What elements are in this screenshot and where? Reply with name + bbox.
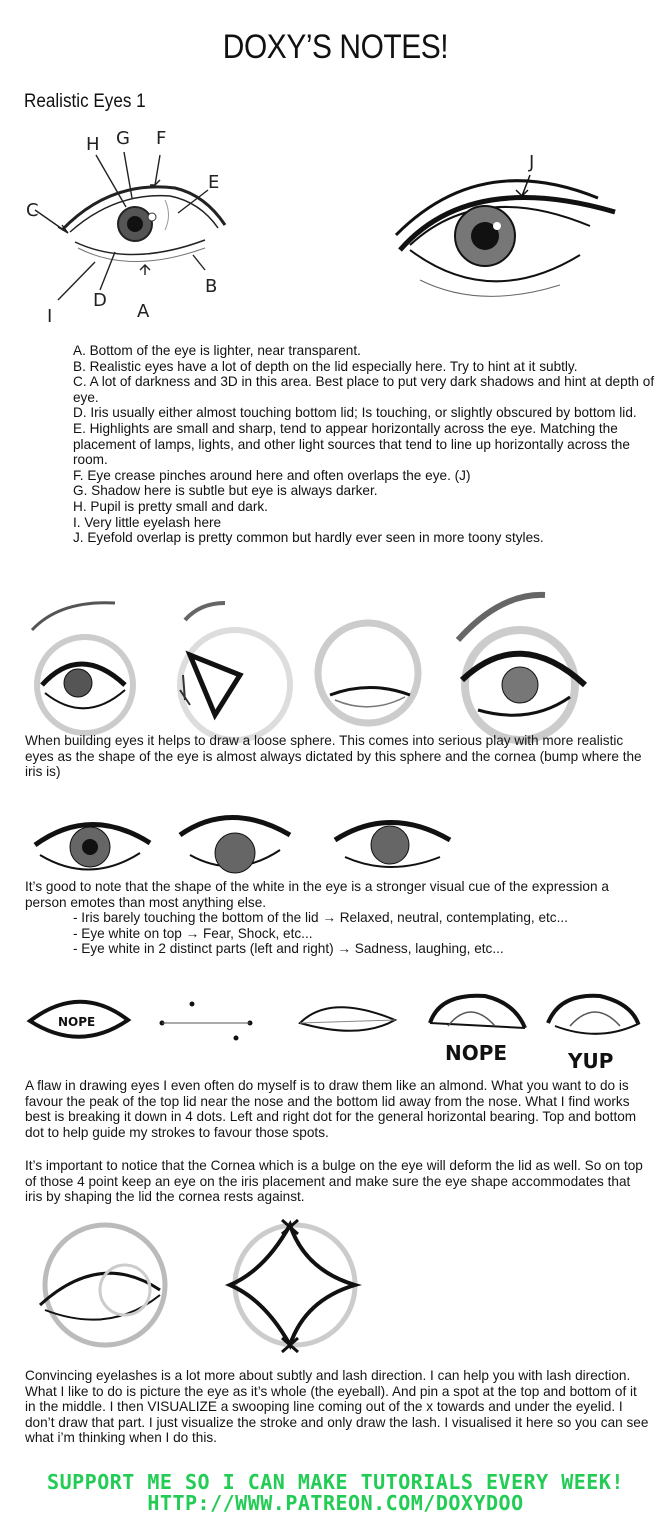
label-i: I — [47, 306, 53, 327]
label-b: B — [205, 276, 218, 297]
note-e: E. Highlights are small and sharp, tend to appear horizontally across the eye. Matching the placement of lamps, lights, and other light sources that tend to line up horizontally across the room. — [73, 420, 630, 468]
label-f: F — [156, 128, 167, 149]
patreon-link[interactable]: HTTP://WWW.PATREON.COM/DOXYDOO — [147, 1491, 524, 1515]
cornea-text: It’s important to notice that the Cornea which is a bulge on the eye will deform the lid as well. So on top of those 4 point keep an eye on the iris placement and make sure the eye shape accommodates that iris by shaping the lid the cornea rests against. — [25, 1158, 643, 1205]
labeled-eye-sketch — [35, 152, 225, 300]
expression-eye-sketches — [0, 805, 671, 885]
footer-support: SUPPORT ME SO I CAN MAKE TUTORIALS EVERY WEEK! — [47, 1470, 624, 1494]
expression-bullet-sadness: - Eye white in 2 distinct parts (left and right) → Sadness, laughing, etc... — [73, 941, 504, 957]
expression-bullet-fear: - Eye white on top → Fear, Shock, etc... — [73, 925, 313, 941]
realistic-eye-sketch — [396, 175, 615, 296]
note-f: F. Eye crease pinches around here and often overlaps the eye. (J) — [73, 467, 471, 483]
expression-bullet-relaxed: - Iris barely touching the bottom of the lid → Relaxed, neutral, contemplating, etc... — [73, 910, 568, 925]
label-j: J — [529, 152, 535, 173]
note-a: A. Bottom of the eye is lighter, near transparent. — [73, 343, 361, 358]
label-g: G — [116, 128, 130, 149]
notes-list — [73, 343, 658, 546]
section-title: Realistic Eyes 1 — [24, 91, 146, 112]
lashes-text: Convincing eyelashes is a lot more about subtly and lash direction. I can help you with lash direction. What I like to do is picture the eye as it’s whole (the eyeball). And pin a spot at the top and bottom of it in the middle. I then VISUALIZE a swooping line coming out of the x towards and under the eyelid. I don’t draw that part. I just visualize the stroke and only draw the lash. I visualised it here so you can see what i’m thinking when I do this. — [25, 1368, 649, 1446]
lash-direction-sketches — [0, 1220, 671, 1350]
note-d: D. Iris usually either almost touching bottom lid; Is touching, or slightly obscured by bottom lid. — [73, 405, 637, 421]
note-g: G. Shadow here is subtle but eye is always darker. — [73, 483, 378, 499]
label-d: D — [93, 290, 107, 311]
almond-text: A flaw in drawing eyes I even often do myself is to draw them like an almond. What you want to do is favour the peak of the top lid near the nose and the bottom lid away from the nose. What I find works best is breaking it down in 4 dots. Left and right dot for the general horizontal bearing. Top and bottom dot to help guide my strokes to favour those spots. — [25, 1078, 637, 1140]
label-h: H — [86, 134, 100, 155]
expression-text: It’s good to note that the shape of the white in the eye is a stronger visual cue of the expression a person emotes than most anything else. — [25, 879, 609, 910]
page-title: DOXY’S NOTES! — [222, 28, 449, 66]
note-h: H. Pupil is pretty small and dark. — [73, 498, 268, 514]
note-c: C. A lot of darkness and 3D in this area. Best place to put very dark shadows and hint at depth of eye. — [73, 374, 655, 405]
note-j: J. Eyefold overlap is pretty common but hardly ever seen in more toony styles. — [73, 530, 544, 546]
expression-bullets — [25, 910, 650, 957]
label-nope-almond: NOPE — [58, 1015, 96, 1029]
note-i: I. Very little eyelash here — [73, 514, 222, 530]
sphere-text: When building eyes it helps to draw a loose sphere. This comes into serious play with more realistic eyes as the shape of the eye is almost always dictated by this sphere and the cornea (bump where the iris is) — [25, 733, 642, 780]
label-e: E — [208, 172, 220, 193]
label-nope: NOPE — [445, 1041, 508, 1065]
label-yup: YUP — [568, 1049, 614, 1073]
note-b: B. Realistic eyes have a lot of depth on the lid especially here. Try to hint at it subtly. — [73, 358, 578, 374]
label-c: C — [26, 200, 39, 221]
label-a: A — [137, 301, 150, 322]
labeled-eye-diagram — [0, 0, 671, 340]
sphere-eye-sketches — [0, 585, 671, 725]
